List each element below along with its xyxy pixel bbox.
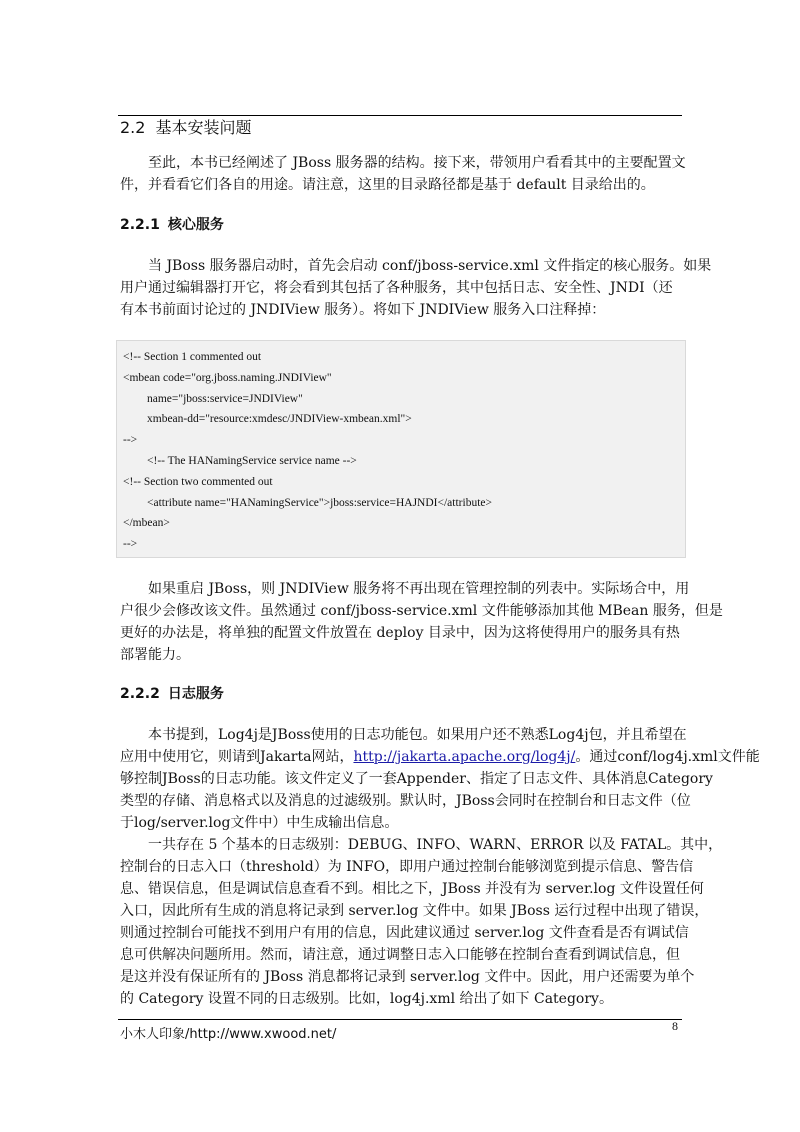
code-line: xmbean-dd="resource:xmdesc/JNDIView-xmbean.xml">	[147, 413, 412, 426]
core-services-paragraph	[120, 255, 712, 321]
jakarta-log4j-link[interactable]: http://jakarta.apache.org/log4j/	[353, 749, 576, 765]
text-line: 的 Category 设置不同的日志级别。比如，log4j.xml 给出了如下 Category。	[120, 991, 613, 1007]
text-line: 当 JBoss 服务器启动时，首先会启动 conf/jboss-service.xml 文件指定的核心服务。如果	[148, 258, 712, 274]
code-line: </mbean>	[123, 517, 170, 530]
text-line: 本书提到，Log4j是JBoss使用的日志功能包。如果用户还不熟悉Log4j包，并且希望在	[148, 727, 687, 743]
subsection-heading-core-services	[120, 216, 224, 234]
section-heading	[120, 118, 251, 138]
code-line: <!-- The HANamingService service name -->	[147, 454, 357, 467]
subsection-number: 2.2.1	[120, 217, 160, 233]
text-line: 更好的办法是，将单独的配置文件放置在 deploy 目录中，因为这将使得用户的服务具有热	[120, 625, 680, 641]
code-line: <!-- Section 1 commented out	[123, 351, 262, 363]
code-line: name="jboss:service=JNDIView"	[147, 392, 303, 405]
text-line: 用户通过编辑器打开它，将会看到其包括了各种服务，其中包括日志、安全性、JNDI（还	[120, 280, 673, 296]
footer-rule	[118, 1019, 682, 1020]
code-line: -->	[123, 538, 138, 551]
code-line: <attribute name="HANamingService">jboss:service=HAJNDI</attribute>	[147, 496, 492, 509]
section-title: 基本安装问题	[155, 118, 252, 137]
code-line: <mbean code="org.jboss.naming.JNDIView"	[123, 371, 332, 384]
subsection-title: 日志服务	[167, 686, 224, 702]
section-number: 2.2	[120, 118, 146, 137]
subsection-title: 核心服务	[167, 217, 224, 233]
footer-text: 小木人印象/http://www.xwood.net/	[120, 1027, 337, 1042]
page-number: 8	[672, 1019, 678, 1033]
text-line: 于log/server.log文件中）中生成输出信息。	[120, 815, 399, 831]
header-rule	[118, 115, 682, 116]
text-line: 至此，本书已经阐述了 JBoss 服务器的结构。接下来，带领用户看看其中的主要配置文	[148, 155, 686, 171]
intro-paragraph	[120, 152, 686, 196]
text-line: 如果重启 JBoss，则 JNDIView 服务将不再出现在管理控制的列表中。实际场合中，用	[148, 581, 690, 597]
text-line: 一共存在 5 个基本的日志级别：DEBUG、INFO、WARN、ERROR 以及 FATAL。其中，	[148, 837, 723, 853]
text-line: 息可供解决问题所用。然而，请注意，通过调整日志入口能够在控制台查看到调试信息，但	[120, 947, 680, 963]
text-line: 则通过控制台可能找不到用户有用的信息，因此建议通过 server.log 文件查看是否有调试信	[120, 925, 689, 941]
code-line: -->	[123, 434, 138, 447]
subsection-number: 2.2.2	[120, 686, 160, 702]
text-line: 够控制JBoss的日志功能。该文件定义了一套Appender、指定了日志文件、具体消息Category	[120, 771, 713, 787]
text-line: 户很少会修改该文件。虽然通过 conf/jboss-service.xml 文件能够添加其他 MBean 服务，但是	[120, 603, 723, 619]
text-line: 部署能力。	[120, 647, 190, 663]
logging-paragraph-1	[120, 724, 760, 834]
logging-paragraph-2	[120, 834, 723, 1010]
text-line: 是这并没有保证所有的 JBoss 消息都将记录到 server.log 文件中。因此，用户还需要为单个	[120, 969, 695, 985]
text-line: 息、错误信息，但是调试信息查看不到。相比之下，JBoss 并没有为 server.log 文件设置任何	[120, 881, 704, 897]
subsection-heading-logging	[120, 685, 224, 703]
after-code-paragraph	[120, 578, 723, 666]
code-line: <!-- Section two commented out	[123, 475, 273, 488]
text-span: 应用中使用它，则请到Jakarta网站，	[120, 749, 354, 765]
text-span: 。通过conf/log4j.xml文件能	[575, 749, 760, 765]
text-line	[120, 746, 760, 768]
text-line: 件，并看看它们各自的用途。请注意，这里的目录路径都是基于 default 目录给出的。	[120, 177, 655, 193]
text-line: 有本书前面讨论过的 JNDIView 服务）。将如下 JNDIView 服务入口注释掉：	[120, 302, 606, 318]
text-line: 类型的存储、消息格式以及消息的过滤级别。默认时，JBoss会同时在控制台和日志文件（位	[120, 793, 691, 809]
code-block	[116, 340, 686, 558]
text-line: 入口，因此所有生成的消息将记录到 server.log 文件中。如果 JBoss 运行过程中出现了错误，	[120, 903, 709, 919]
text-line: 控制台的日志入口（threshold）为 INFO，即用户通过控制台能够浏览到提示信息、警告信	[120, 859, 694, 875]
